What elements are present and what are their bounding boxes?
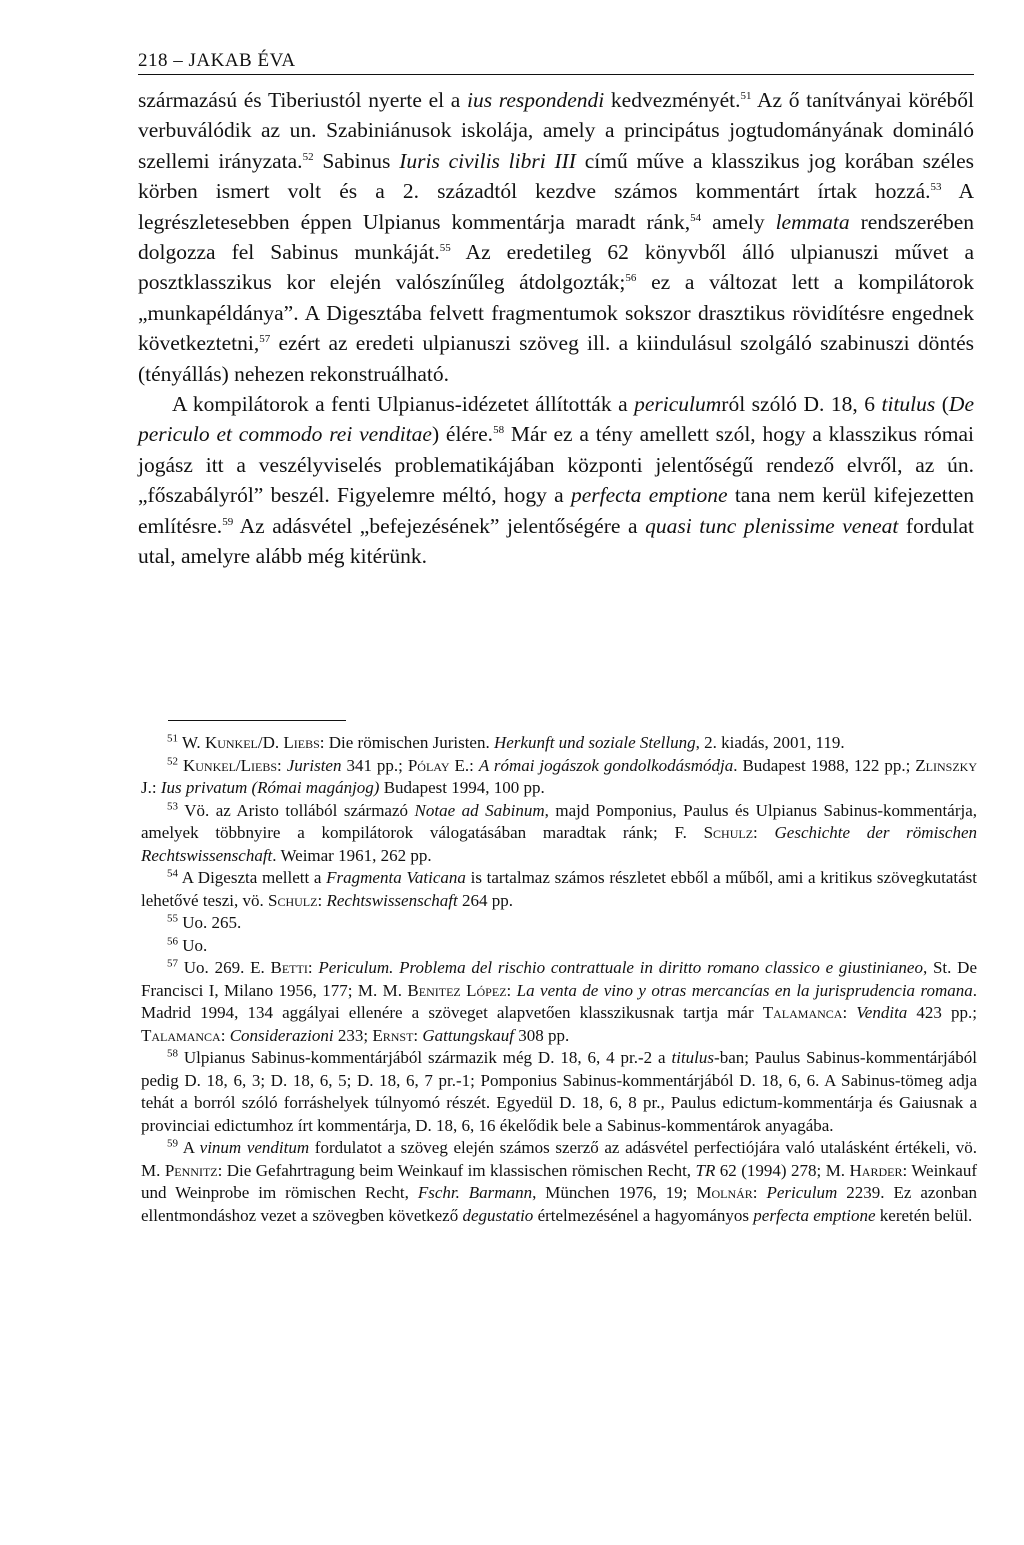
text-run: fordulatot a szöveg elején számos szerző az adásvétel perfectiójára való utalásként értékeli, vö. M.	[141, 1138, 978, 1180]
author-name: Talamanca	[141, 1025, 221, 1045]
italic-title: Juristen	[286, 755, 342, 775]
text-run: A	[178, 1138, 200, 1157]
italic-term: degustatio	[462, 1205, 534, 1225]
text-run: 341 pp.;	[341, 755, 408, 775]
italic-title: Fschr. Barmann	[417, 1183, 533, 1202]
footnote-55	[141, 912, 977, 935]
text-run: , St. De Francisci I, Milano 1956, 177; M. M.	[141, 958, 977, 1000]
footnote-number: 59	[167, 1137, 178, 1150]
text-run: : Die Gefahrtragung beim Weinkauf im klassischen römischen Recht,	[217, 1160, 696, 1180]
text-run: Már ez a tény amellett szól, hogy a klasszikus római jogász itt a veszélyviselés problematikájában központi jelentőségű rendező elvről, az ún. „főszabályról” beszél. Figyelemre méltó, hogy a	[138, 422, 975, 508]
paragraph-1	[138, 85, 974, 389]
footnote-number: 58	[167, 1047, 178, 1060]
footnote-divider	[168, 720, 346, 721]
text-run: című műve a klasszikus jog korában széles körben ismert volt és a 2. századtól kezdve számos kommentárt írtak hozzá.	[138, 148, 975, 204]
text-run: :	[753, 823, 775, 842]
text-run: 2239. Ez azonban ellentmondáshoz vezet a szövegben következő	[141, 1183, 977, 1225]
text-run: :	[307, 958, 319, 977]
author-name: Pennitz	[164, 1160, 218, 1180]
text-run: A Digeszta mellett a	[178, 868, 327, 887]
italic-term: perfecta emptione	[570, 483, 728, 508]
text-run: ez a változat lett a kompilátorok „munkapéldánya”. A Digesztába felvett fragmentumok sokszor drasztikus rövidítésre engednek következtetni,	[138, 270, 974, 356]
italic-title: Considerazioni	[229, 1025, 334, 1045]
text-run: . Madrid 1994, 134 aggályai ellenére a szöveget alapvetően klasszikusnak tartja már	[141, 980, 977, 1022]
author-name: Pólay	[407, 755, 450, 775]
footnote-ref[interactable]: 57	[259, 333, 271, 346]
footnote-59	[141, 1137, 977, 1227]
text-run: . Weimar 1961, 262 pp.	[272, 845, 432, 865]
text-run: , 2. kiadás, 2001, 119.	[695, 733, 845, 752]
author-name: Schulz	[268, 890, 318, 910]
footnote-number: 55	[167, 912, 178, 925]
running-header	[138, 44, 974, 75]
text-run: értelmezésénel a hagyományos	[533, 1205, 754, 1225]
text-run: Az ő tanítványai köréből verbuválódik az un. Szabiniánusok iskolája, amely a principátus jogtudományának domináló szellemi irányzata.	[138, 88, 974, 173]
italic-term: periculum	[634, 392, 722, 417]
footnote-number: 57	[167, 957, 178, 970]
text-run: A legrészletesebben éppen Ulpianus kommentárja maradt ránk,	[138, 179, 974, 234]
footnote-54	[141, 867, 977, 912]
footnote-ref[interactable]: 54	[690, 211, 702, 224]
text-run: :	[277, 755, 287, 775]
text-run: W.	[178, 733, 205, 752]
text-run: : Weinkauf und Weinprobe im römischen Recht,	[141, 1160, 977, 1202]
author-name: Ernst	[372, 1025, 414, 1045]
italic-title: Gattungskauf	[422, 1025, 514, 1045]
text-run: is tartalmaz számos részletet ebből a műből, ami a kritikus szövegkutatást lehetővé teszi, vö.	[141, 868, 977, 910]
italic-term: titulus	[671, 1048, 715, 1067]
text-run: A kompilátorok a fenti Ulpianus-idézetet állították a	[172, 392, 635, 417]
text-run: Budapest 1994, 100 pp.	[379, 778, 545, 797]
author-name: Talamanca	[762, 1003, 843, 1022]
footnote-number: 56	[167, 934, 178, 947]
text-run: , majd Pomponius, Paulus és Ulpianus Sabinus-kommentárja, amelyek többnyire a kompilátorok válogatásában maradtak ránk; F.	[141, 800, 977, 842]
italic-title: A római jogászok gondolkodásmódja	[478, 755, 734, 775]
text-run: :	[413, 1025, 423, 1045]
author-name: Schulz	[703, 823, 754, 842]
italic-title: Periculum	[766, 1183, 838, 1202]
text-run: kedvezményét.	[604, 88, 741, 112]
italic-term: De periculo et commodo rei venditae	[138, 392, 974, 447]
page-number: 218	[138, 50, 168, 71]
text-run: (	[935, 392, 949, 417]
footnote-ref[interactable]: 52	[302, 150, 314, 163]
main-text	[138, 85, 974, 572]
italic-title: Ius privatum (Római magánjog)	[160, 778, 380, 797]
footnote-ref[interactable]: 58	[493, 424, 505, 437]
text-run: . Budapest 1988, 122 pp.;	[733, 755, 916, 775]
text-run: Vö. az Aristo tollából származó	[178, 800, 415, 820]
italic-title: Vendita	[856, 1003, 908, 1022]
text-run: Uo. 265.	[178, 913, 242, 932]
italic-term: lemmata	[775, 209, 850, 234]
text-run: Uo.	[178, 935, 208, 955]
footnote-ref[interactable]: 55	[439, 241, 451, 254]
text-run: Ulpianus Sabinus-kommentárjából származik még D. 18, 6, 4 pr.-2 a	[178, 1048, 672, 1067]
footnote-51	[141, 732, 977, 755]
footnote-ref[interactable]: 56	[625, 272, 637, 285]
footnote-56	[141, 935, 977, 958]
text-run: amely	[701, 209, 776, 234]
italic-title: Notae ad Sabinum	[414, 800, 545, 820]
italic-term: ius respondendi	[467, 88, 605, 112]
text-run: 62 (1994) 278; M.	[715, 1160, 850, 1180]
text-run: :	[842, 1003, 857, 1022]
italic-term: quasi tunc plenissime veneat	[645, 513, 899, 538]
footnote-57	[141, 957, 977, 1047]
italic-title: Rechtswissenschaft	[326, 890, 458, 910]
text-run: :	[220, 1025, 230, 1045]
text-run: : Die römischen Juristen.	[319, 733, 494, 752]
footnotes	[141, 732, 977, 1227]
text-run: :	[317, 890, 327, 910]
author-name: Betti	[270, 958, 308, 977]
author-name: Molnár	[696, 1183, 753, 1202]
italic-title: TR	[695, 1160, 716, 1180]
italic-title: La venta de vino y otras mercancías en la jurisprudencia romana	[516, 980, 973, 1000]
footnote-ref[interactable]: 59	[222, 515, 234, 528]
footnote-number: 54	[167, 867, 178, 880]
author-name: Harder	[849, 1160, 903, 1180]
text-run: Az adásvétel „befejezésének” jelentőségére a	[233, 513, 646, 538]
author-name: Kunkel/Liebs	[182, 755, 278, 775]
text-run: ) élére.	[431, 422, 494, 447]
footnote-52	[141, 755, 977, 800]
italic-title: Fragmenta Vaticana	[326, 868, 466, 887]
text-run: keretén belül.	[875, 1205, 973, 1225]
footnote-number: 51	[167, 732, 178, 745]
italic-title: Herkunft und soziale Stellung	[493, 733, 696, 752]
italic-term: vinum venditum	[199, 1138, 310, 1157]
footnote-53	[141, 800, 977, 868]
text-run: 233;	[333, 1025, 373, 1045]
text-run: , München 1976, 19;	[532, 1183, 697, 1202]
footnote-number: 52	[167, 754, 178, 767]
book-page	[138, 44, 974, 572]
text-run: J.:	[141, 778, 161, 797]
text-run: 264 pp.	[457, 890, 513, 910]
text-run: E.:	[449, 755, 479, 775]
text-run: ezért az eredeti ulpianuszi szöveg ill. a kiindulásul szolgáló szabinuszi döntés (tényállás) nehezen rekonstruálható.	[138, 331, 974, 386]
text-run: 308 pp.	[514, 1025, 570, 1045]
text-run: 423 pp.;	[907, 1003, 977, 1022]
text-run: származású és Tiberiustól nyerte el a	[138, 88, 467, 112]
paragraph-2	[138, 389, 974, 571]
text-run: :	[506, 980, 517, 1000]
text-run: -ban; Paulus Sabinus-kommentárjából pedig D. 18, 6, 3; D. 18, 6, 5; D. 18, 6, 7 pr.-1; Pomponius Sabinus-kommentárjából D. 18, 6, 6. A Sabinus-tömeg adja tehát a borról szóló forráshelyek túlnyomó részét. Egyedül D. 18, 6, 8 pr., Paulus edictum-kommentárja és Gaiusnak a provinciai edictumhoz írt kommentárja, D. 18, 6, 16 ékelődik bele a Sabinus-kommentárok anyagába.	[141, 1048, 977, 1135]
footnote-number: 53	[167, 799, 178, 812]
italic-title: Periculum. Problema del rischio contrattuale in diritto romano classico e giustinianeo	[318, 958, 923, 977]
text-run: Sabinus	[313, 148, 400, 173]
text-run: rendszerében dolgozza fel Sabinus munkáját.	[138, 209, 974, 265]
footnote-58	[141, 1047, 977, 1137]
header-text: 218 – JAKAB ÉVA	[138, 50, 296, 71]
italic-term: titulus	[881, 392, 936, 417]
footnote-ref[interactable]: 51	[740, 89, 752, 102]
italic-term: perfecta emptione	[753, 1205, 876, 1225]
text-run: ról szóló D. 18, 6	[721, 392, 882, 417]
author-name: JAKAB ÉVA	[188, 50, 296, 71]
text-run: tana nem kerül kifejezetten említésre.	[138, 483, 974, 538]
italic-title: Geschichte der römischen Rechtswissenschaft	[141, 823, 977, 865]
text-run: fordulat utal, amelyre alább még kitérünk.	[138, 513, 974, 569]
italic-term: Iuris civilis libri III	[399, 148, 576, 173]
author-name: Benitez López	[407, 980, 507, 1000]
text-run: :	[752, 1183, 767, 1202]
author-name: Zlinszky	[915, 755, 978, 775]
text-run: Az eredetileg 62 könyvből álló ulpianuszi művet a posztklasszikus kor elején valószínűleg átdolgozták;	[138, 240, 974, 295]
footnote-ref[interactable]: 53	[930, 181, 942, 194]
text-run: Uo. 269. E.	[178, 958, 271, 977]
author-name: Kunkel/D. Liebs	[204, 733, 320, 752]
